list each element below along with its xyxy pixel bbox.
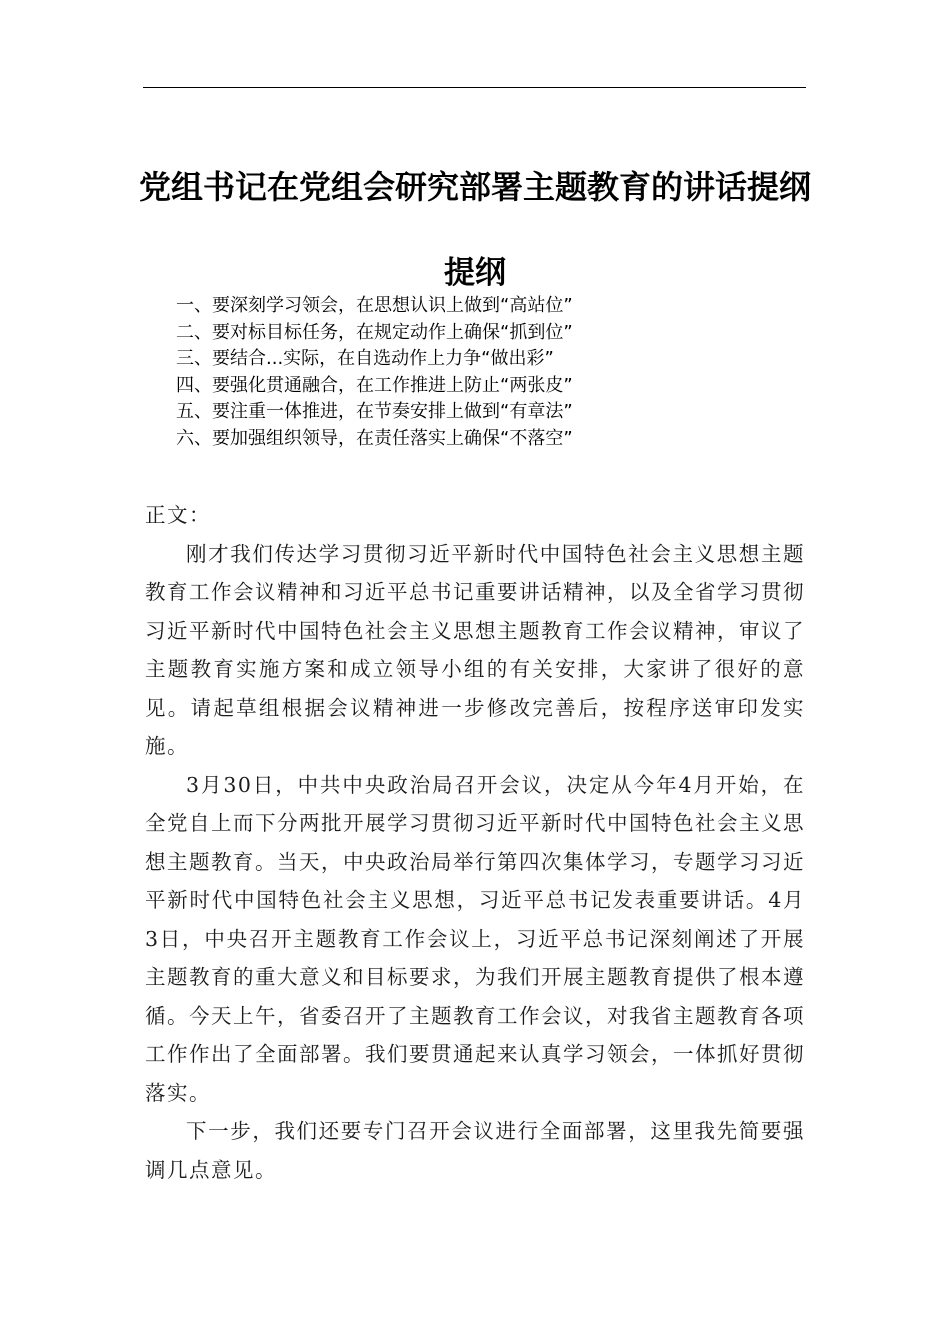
outline-heading: 提纲 [444, 255, 506, 291]
document-title: 党组书记在党组会研究部署主题教育的讲话提纲 [138, 168, 811, 206]
body-text [145, 496, 805, 1189]
outline-item: 一、要深刻学习领会，在思想认识上做到“高站位” [176, 295, 573, 316]
body-paragraph: 3月30日，中共中央政治局召开会议，决定从今年4月开始，在全党自上而下分两批开展学习贯彻习近平新时代中国特色社会主义思想主题教育。当天，中央政治局举行第四次集体学习，专题学习习近平新时代中国特色社会主义思想，习近平总书记发表重要讲话。4月3日，中央召开主题教育工作会议上，习近平总书记深刻阐述了开展主题教育的重大意义和目标要求，为我们开展主题教育提供了根本遵循。今天上午，省委召开了主题教育工作会议，对我省主题教育各项工作作出了全面部署。我们要贯通起来认真学习领会，一体抓好贯彻落实。 [145, 772, 805, 1105]
outline-list [176, 293, 573, 452]
outline-item: 四、要强化贯通融合，在工作推进上防止“两张皮” [176, 374, 573, 396]
body-paragraph: 下一步，我们还要专门召开会议进行全面部署，这里我先简要强调几点意见。 [145, 1119, 805, 1182]
header-rule [143, 87, 806, 88]
outline-item: 五、要注重一体推进，在节奏安排上做到“有章法” [176, 401, 573, 422]
outline-item: 三、要结合...实际，在自选动作上力争“做出彩” [176, 348, 554, 369]
outline-item: 二、要对标目标任务，在规定动作上确保“抓到位” [176, 321, 573, 343]
body-label: 正文： [145, 503, 211, 527]
body-paragraph: 刚才我们传达学习贯彻习近平新时代中国特色社会主义思想主题教育工作会议精神和习近平总书记重要讲话精神，以及全省学习贯彻习近平新时代中国特色社会主义思想主题教育工作会议精神，审议了主题教育实施方案和成立领导小组的有关安排，大家讲了很好的意见。请起草组根据会议精神进一步修改完善后，按程序送审印发实施。 [145, 541, 805, 758]
outline-item: 六、要加强组织领导，在责任落实上确保“不落空” [176, 427, 573, 449]
